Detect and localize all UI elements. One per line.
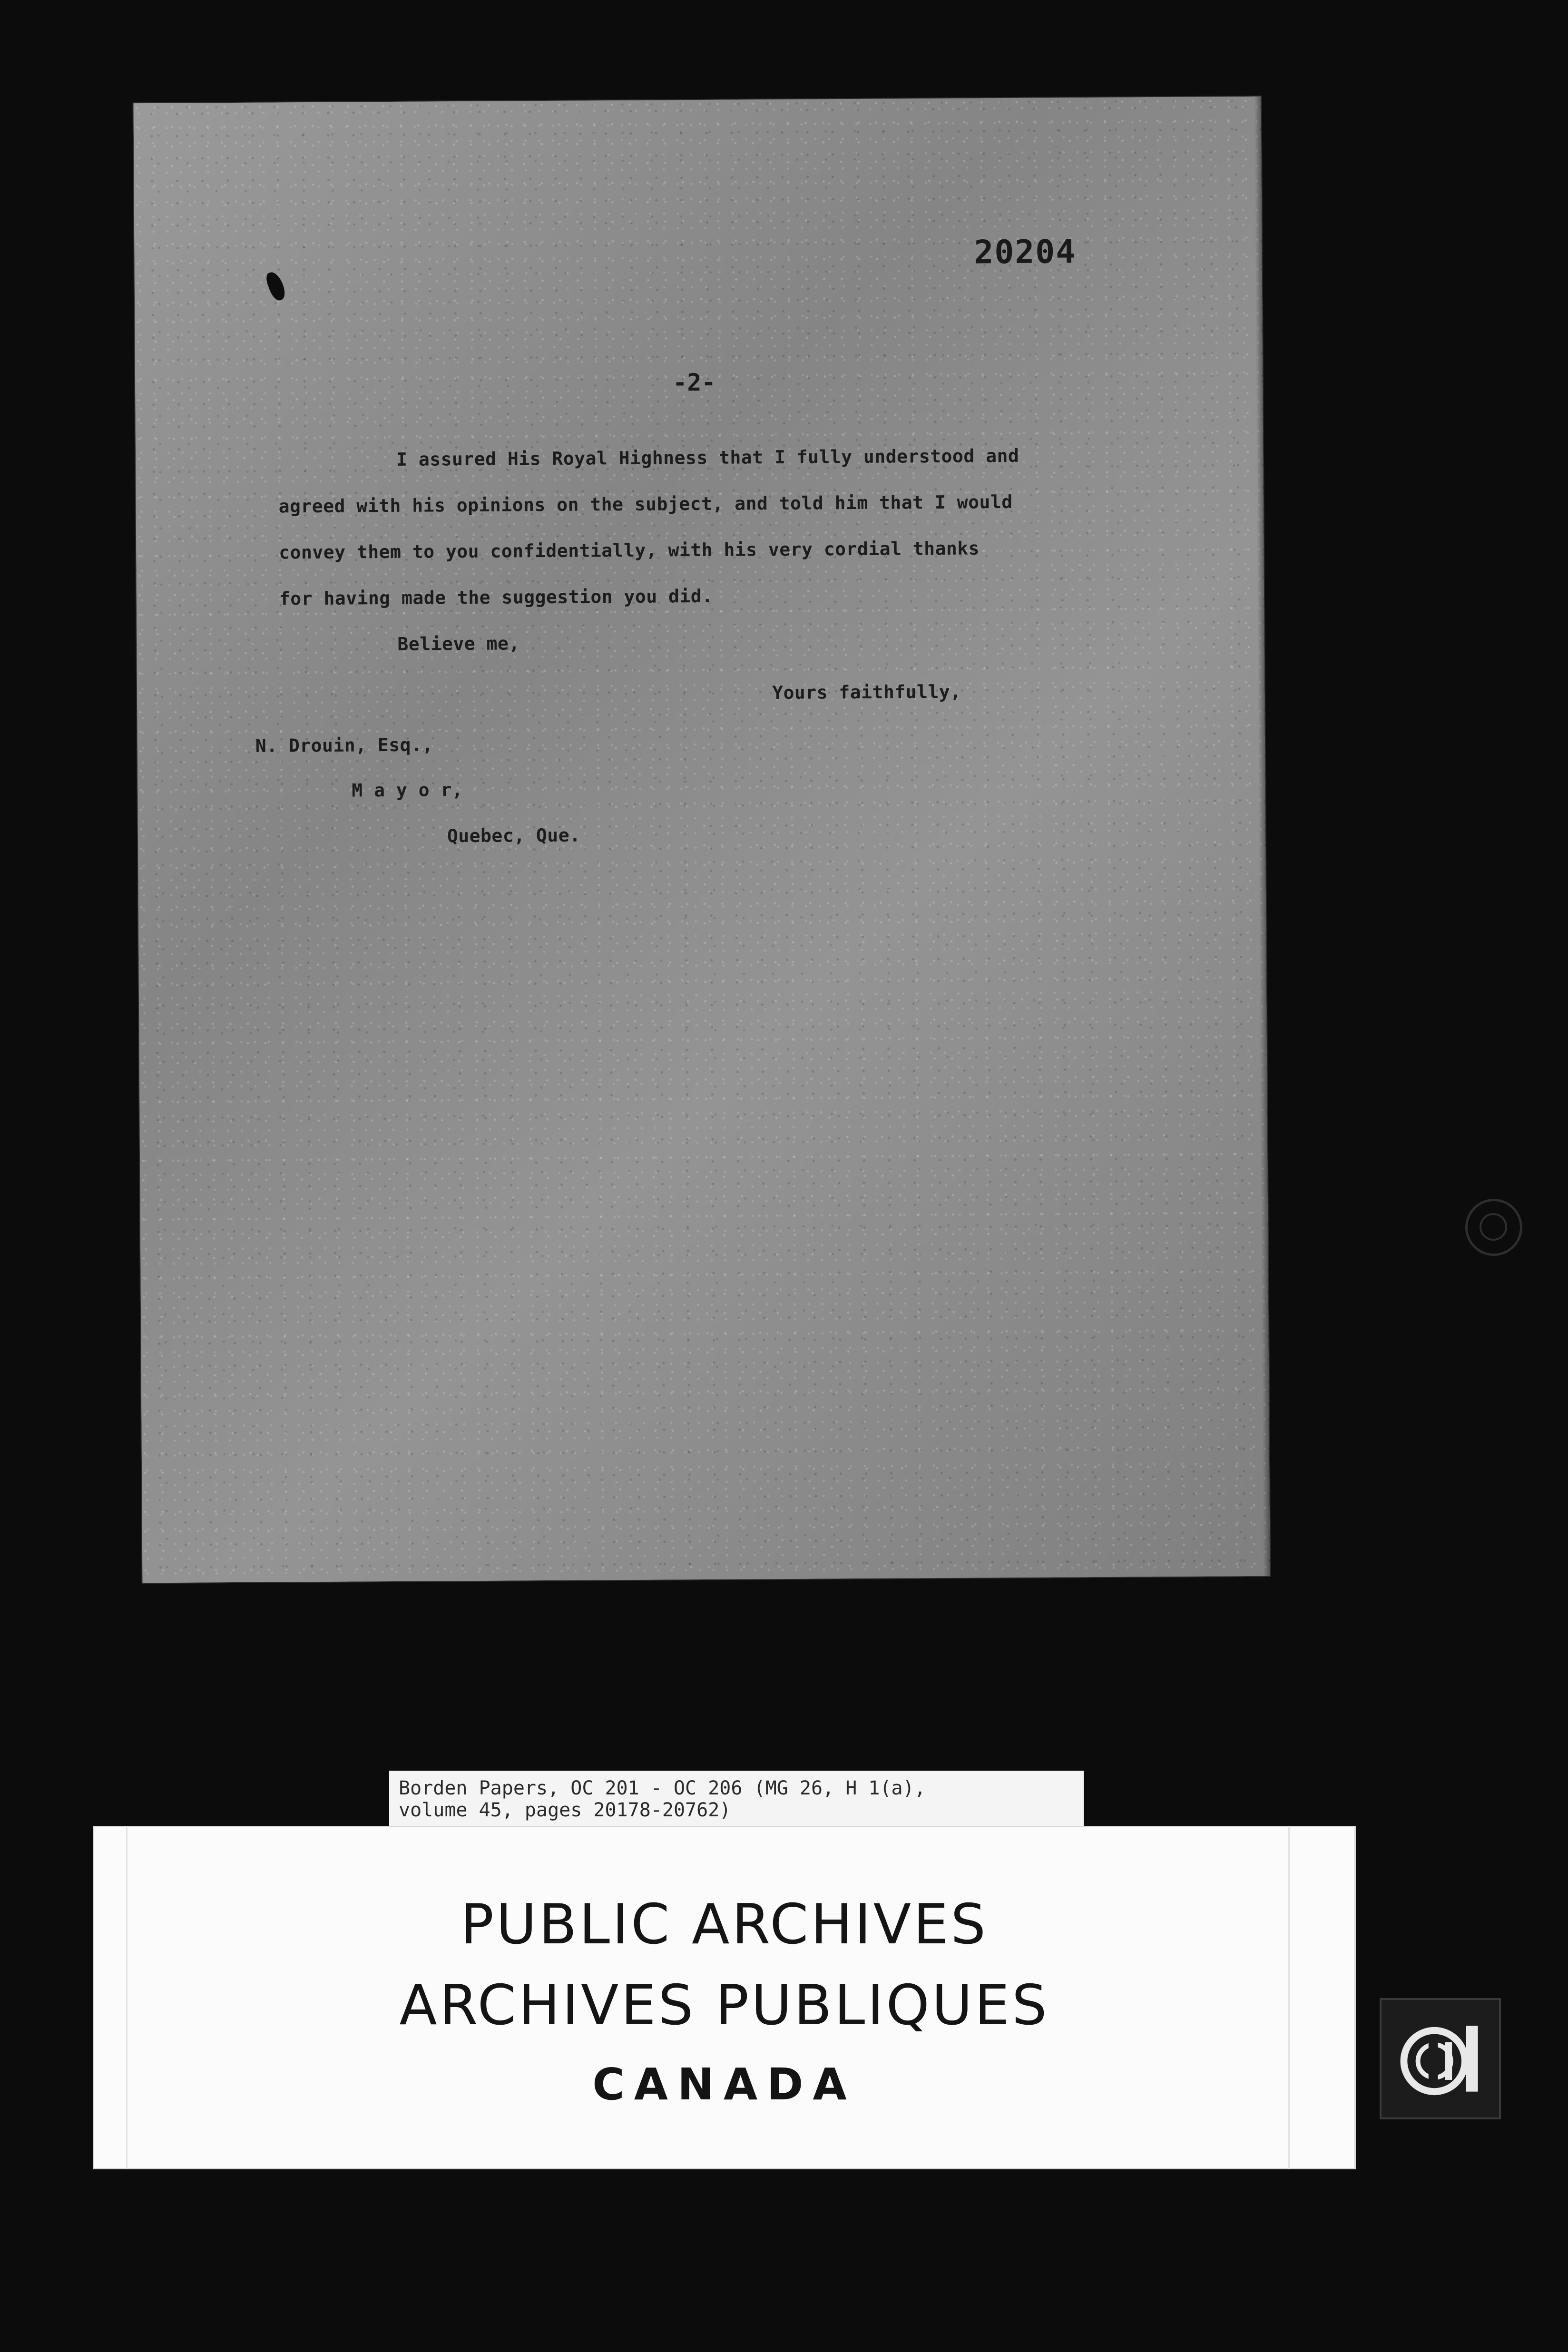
circular-stamp-mark bbox=[1465, 1199, 1522, 1256]
reference-line-1: Borden Papers, OC 201 - OC 206 (MG 26, H 1(a), bbox=[399, 1777, 926, 1799]
closing: Yours faithfully, bbox=[772, 681, 961, 704]
address-line-name: N. Drouin, Esq., bbox=[255, 734, 433, 756]
salutation: Believe me, bbox=[397, 633, 520, 655]
archive-title-english: PUBLIC ARCHIVES bbox=[460, 1892, 989, 1957]
reference-line-2: volume 45, pages 20178-20762) bbox=[399, 1799, 731, 1821]
logo-graphic bbox=[1382, 2000, 1499, 2117]
archives-canada-logo-icon bbox=[1380, 1998, 1501, 2119]
body-line: I assured His Royal Highness that I fully understood and bbox=[396, 445, 1019, 470]
address-line-city: Quebec, Que. bbox=[447, 824, 581, 847]
body-line: for having made the suggestion you did. bbox=[279, 585, 713, 609]
punch-hole-mark bbox=[264, 270, 288, 303]
reference-label bbox=[389, 1771, 1084, 1828]
archive-country: CANADA bbox=[592, 2059, 856, 2110]
archive-card bbox=[93, 1826, 1356, 2169]
page-number: 20204 bbox=[974, 233, 1077, 272]
body-line: convey them to you confidentially, with his very cordial thanks bbox=[279, 538, 980, 563]
page-edge-shadow bbox=[1254, 97, 1270, 1576]
body-line: agreed with his opinions on the subject, and told him that I would bbox=[278, 491, 1013, 517]
page-marker: -2- bbox=[672, 368, 716, 397]
address-line-title: M a y o r, bbox=[352, 779, 463, 801]
document-page bbox=[134, 97, 1270, 1583]
archive-title-french: ARCHIVES PUBLIQUES bbox=[399, 1973, 1049, 2038]
